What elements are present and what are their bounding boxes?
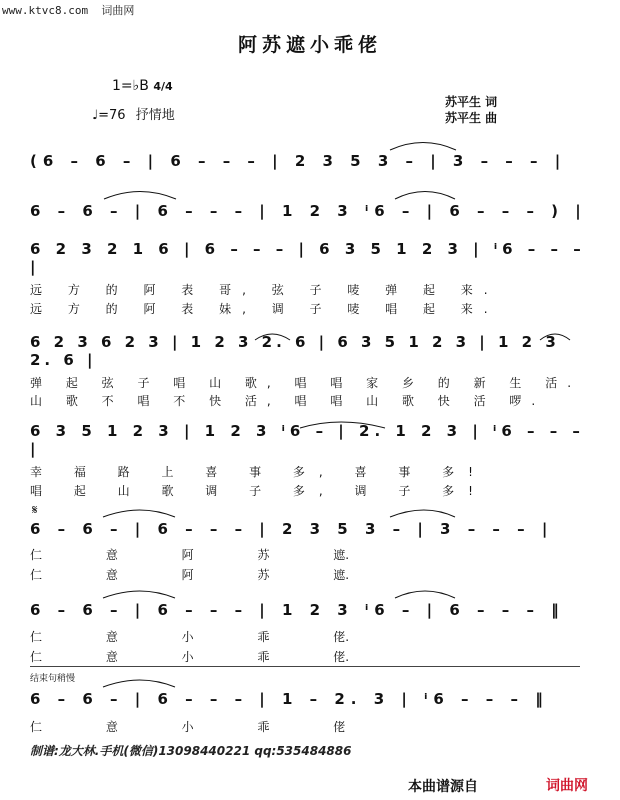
ending-note: 结束句稍慢 [30,674,76,684]
score-system: 6 2 3 2 1 6 | 6 – – – | 6 3 5 1 2 3 | ⁱ6 – – – | [30,240,586,276]
lyric-line: 唱 起 山 歌 调 子 多, 调 子 多! [30,484,487,498]
score-system: 6 3 5 1 2 3 | 1 2 3 ⁱ6 – | 2. 1 2 3 | ⁱ6 – – – | [30,422,585,458]
arranger-credit: 制谱:龙大林.手机(微信)13098440221 qq:535484886 [30,744,352,758]
source-text: 本曲谱源自 [408,779,478,795]
lyric-line: 仁 意 小 乖 佬. [30,650,350,664]
segno-sign: 𝄋 [32,503,38,518]
score-system: 6 2 3 6 2 3 | 1 2 3 2. 6 | 6 3 5 1 2 3 | 1 2 3 2. 6 | [30,333,560,369]
lyric-line: 幸 福 路 上 喜 事 多, 喜 事 多! [30,465,487,479]
lyric-line: 山 歌 不 唱 不 快 活, 唱 唱 山 歌 快 活 啰. [30,394,546,408]
lyric-line: 远 方 的 阿 表 妹, 调 子 唛 唱 起 来. [30,302,499,316]
site-url: www.ktvc8.com 词曲网 [2,4,135,17]
composer: 苏平生 曲 [445,111,498,125]
score-system: (6 – 6 – | 6 – – – | 2 3 5 3 – | 3 – – – | [30,152,567,170]
key-signature: 1=♭B 4/4 [112,78,173,94]
score-system: 6 – 6 – | 6 – – – | 1 2 3 ⁱ6 – | 6 – – – ‖ [30,601,565,619]
page-title: 阿苏遮小乖佬 [237,34,382,56]
score-system: 6 – 6 – | 6 – – – | 1 2 3 ⁱ6 – | 6 – – – ) | [30,202,587,220]
lyric-line: 仁 意 小 乖 佬. [30,630,350,644]
lyric-line: 远 方 的 阿 表 哥, 弦 子 唛 弹 起 来. [30,283,499,297]
site-logo[interactable]: 词曲网 [546,778,588,794]
lyricist: 苏平生 词 [445,95,498,109]
lyric-line: 弹 起 弦 子 唱 山 歌, 唱 唱 家 乡 的 新 生 活. [30,376,582,390]
lyric-line: 仁 意 小 乖 佬 [30,720,346,734]
score-system: 6 – 6 – | 6 – – – | 1 – 2. 3 | ⁱ6 – – – ‖ [30,690,549,708]
score-system: 6 – 6 – | 6 – – – | 2 3 5 3 – | 3 – – – | [30,520,554,538]
lyric-line: 仁 意 阿 苏 遮. [30,548,350,562]
lyric-line: 仁 意 阿 苏 遮. [30,568,350,582]
tempo-marking: ♩=76 抒情地 [92,108,175,123]
